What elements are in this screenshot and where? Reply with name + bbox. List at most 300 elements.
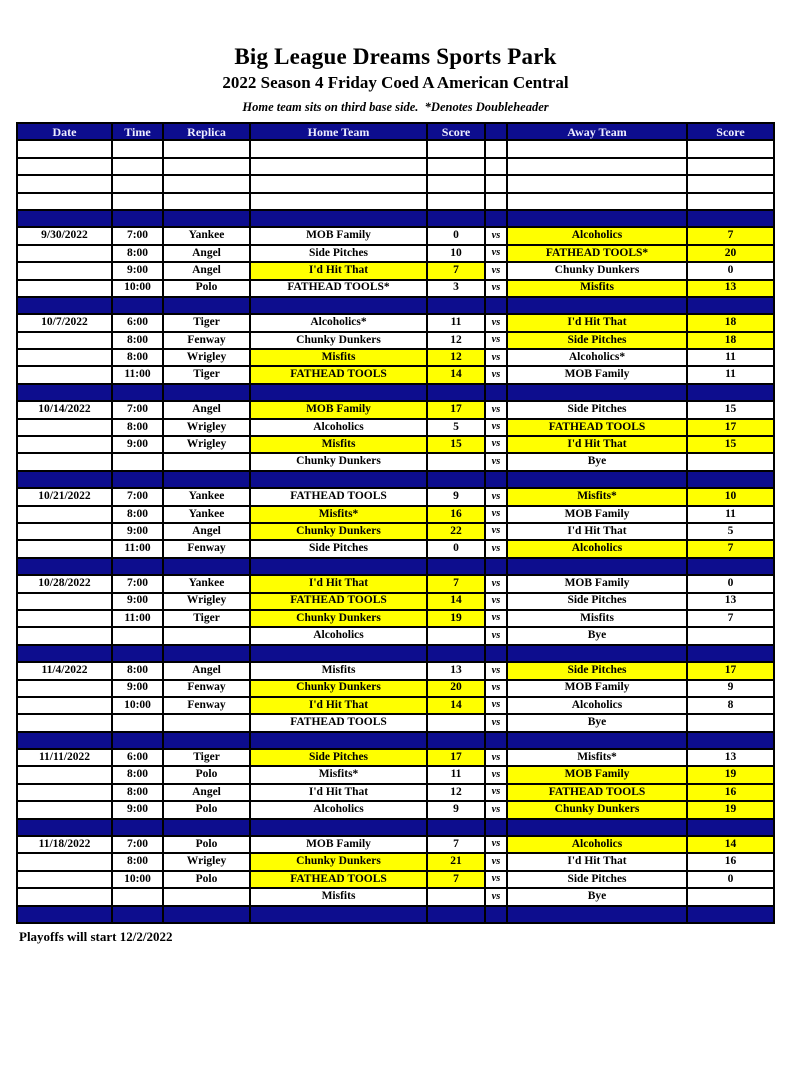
away-team-cell: Alcoholics	[507, 540, 687, 557]
col-header-away-score: Score	[687, 123, 774, 140]
home-team-cell: FATHEAD TOOLS*	[250, 280, 427, 297]
away-team-cell: Side Pitches	[507, 871, 687, 888]
separator-cell	[112, 645, 163, 662]
game-row	[17, 419, 774, 436]
separator-cell	[427, 384, 485, 401]
replica-cell: Angel	[163, 262, 250, 279]
separator-cell	[427, 645, 485, 662]
time-cell: 8:00	[112, 662, 163, 679]
away-team-cell: Chunky Dunkers	[507, 801, 687, 818]
time-cell: 9:00	[112, 523, 163, 540]
home-team-cell: I'd Hit That	[250, 262, 427, 279]
home-team-cell: Misfits*	[250, 506, 427, 523]
away-team-cell: I'd Hit That	[507, 523, 687, 540]
replica-cell: Yankee	[163, 227, 250, 244]
date-cell: 10/14/2022	[17, 401, 112, 418]
game-row	[17, 836, 774, 853]
home-team-cell: Misfits	[250, 349, 427, 366]
separator-cell	[163, 384, 250, 401]
vs-label: vs	[485, 853, 507, 870]
date-cell	[17, 332, 112, 349]
away-score-cell: 16	[687, 784, 774, 801]
separator-cell	[485, 906, 507, 923]
home-score-cell: 10	[427, 245, 485, 262]
separator-cell	[112, 210, 163, 227]
home-team-cell: Chunky Dunkers	[250, 523, 427, 540]
empty-cell	[250, 175, 427, 192]
game-row	[17, 540, 774, 557]
away-team-cell: MOB Family	[507, 366, 687, 383]
empty-cell	[427, 158, 485, 175]
time-cell: 8:00	[112, 766, 163, 783]
empty-cell	[163, 140, 250, 157]
home-score-cell: 3	[427, 280, 485, 297]
away-team-cell: I'd Hit That	[507, 853, 687, 870]
away-score-cell: 7	[687, 610, 774, 627]
game-row	[17, 627, 774, 644]
away-team-cell: Misfits*	[507, 749, 687, 766]
time-cell: 7:00	[112, 488, 163, 505]
replica-cell: Tiger	[163, 314, 250, 331]
away-score-cell: 0	[687, 262, 774, 279]
separator-row	[17, 297, 774, 314]
date-cell	[17, 349, 112, 366]
separator-cell	[163, 471, 250, 488]
home-team-cell: I'd Hit That	[250, 697, 427, 714]
home-score-cell: 12	[427, 784, 485, 801]
game-row	[17, 227, 774, 244]
time-cell: 8:00	[112, 853, 163, 870]
away-score-cell: 13	[687, 280, 774, 297]
away-score-cell	[687, 888, 774, 905]
game-row	[17, 262, 774, 279]
separator-row	[17, 819, 774, 836]
away-score-cell: 13	[687, 593, 774, 610]
replica-cell: Yankee	[163, 506, 250, 523]
home-score-cell: 16	[427, 506, 485, 523]
separator-cell	[485, 558, 507, 575]
separator-cell	[112, 297, 163, 314]
separator-cell	[507, 819, 687, 836]
separator-cell	[250, 297, 427, 314]
away-team-cell: FATHEAD TOOLS*	[507, 245, 687, 262]
game-row	[17, 349, 774, 366]
vs-label: vs	[485, 349, 507, 366]
empty-cell	[163, 193, 250, 210]
col-header-date: Date	[17, 123, 112, 140]
home-score-cell: 5	[427, 419, 485, 436]
replica-cell: Fenway	[163, 680, 250, 697]
separator-cell	[163, 906, 250, 923]
vs-label: vs	[485, 714, 507, 731]
home-team-cell: Chunky Dunkers	[250, 853, 427, 870]
time-cell: 7:00	[112, 575, 163, 592]
vs-label: vs	[485, 680, 507, 697]
col-header-replica: Replica	[163, 123, 250, 140]
home-score-cell: 22	[427, 523, 485, 540]
game-row	[17, 453, 774, 470]
separator-cell	[507, 384, 687, 401]
away-team-cell: MOB Family	[507, 506, 687, 523]
game-row	[17, 714, 774, 731]
away-score-cell: 15	[687, 401, 774, 418]
date-cell: 11/4/2022	[17, 662, 112, 679]
home-team-cell: FATHEAD TOOLS	[250, 488, 427, 505]
replica-cell: Fenway	[163, 697, 250, 714]
vs-label: vs	[485, 766, 507, 783]
separator-row	[17, 384, 774, 401]
away-score-cell: 7	[687, 227, 774, 244]
home-score-cell: 14	[427, 366, 485, 383]
time-cell: 6:00	[112, 749, 163, 766]
replica-cell: Angel	[163, 662, 250, 679]
away-score-cell: 10	[687, 488, 774, 505]
separator-cell	[485, 471, 507, 488]
empty-cell	[507, 158, 687, 175]
away-score-cell: 11	[687, 366, 774, 383]
replica-cell	[163, 888, 250, 905]
replica-cell: Fenway	[163, 332, 250, 349]
empty-cell	[250, 193, 427, 210]
replica-cell: Polo	[163, 836, 250, 853]
separator-row	[17, 558, 774, 575]
replica-cell: Wrigley	[163, 349, 250, 366]
home-team-cell: Chunky Dunkers	[250, 610, 427, 627]
home-score-cell: 0	[427, 227, 485, 244]
home-score-cell: 21	[427, 853, 485, 870]
separator-row	[17, 732, 774, 749]
separator-cell	[163, 732, 250, 749]
separator-cell	[507, 732, 687, 749]
empty-row	[17, 175, 774, 192]
vs-label: vs	[485, 436, 507, 453]
away-score-cell: 0	[687, 575, 774, 592]
game-row	[17, 488, 774, 505]
date-cell	[17, 714, 112, 731]
separator-cell	[250, 384, 427, 401]
time-cell: 10:00	[112, 280, 163, 297]
separator-cell	[507, 210, 687, 227]
empty-row	[17, 140, 774, 157]
home-team-cell: Side Pitches	[250, 749, 427, 766]
away-score-cell: 5	[687, 523, 774, 540]
game-row	[17, 801, 774, 818]
away-team-cell: Alcoholics	[507, 227, 687, 244]
home-team-cell: FATHEAD TOOLS	[250, 593, 427, 610]
empty-cell	[507, 175, 687, 192]
empty-cell	[427, 175, 485, 192]
date-cell	[17, 540, 112, 557]
home-score-cell: 20	[427, 680, 485, 697]
date-cell	[17, 680, 112, 697]
empty-cell	[112, 193, 163, 210]
away-score-cell: 19	[687, 766, 774, 783]
home-score-cell: 7	[427, 871, 485, 888]
separator-cell	[687, 384, 774, 401]
date-cell	[17, 436, 112, 453]
separator-cell	[112, 471, 163, 488]
away-team-cell: Bye	[507, 627, 687, 644]
playoffs-note: Playoffs will start 12/2/2022	[19, 928, 173, 944]
home-score-cell	[427, 888, 485, 905]
separator-cell	[485, 819, 507, 836]
date-cell	[17, 610, 112, 627]
separator-cell	[507, 471, 687, 488]
col-header-away-team: Away Team	[507, 123, 687, 140]
away-score-cell: 20	[687, 245, 774, 262]
home-score-cell	[427, 453, 485, 470]
home-score-cell: 7	[427, 836, 485, 853]
schedule-table	[16, 122, 775, 924]
separator-cell	[687, 819, 774, 836]
separator-cell	[250, 471, 427, 488]
replica-cell: Wrigley	[163, 419, 250, 436]
home-team-cell: Chunky Dunkers	[250, 453, 427, 470]
time-cell	[112, 888, 163, 905]
separator-cell	[112, 384, 163, 401]
replica-cell: Wrigley	[163, 436, 250, 453]
time-cell: 11:00	[112, 366, 163, 383]
empty-cell	[427, 140, 485, 157]
time-cell	[112, 453, 163, 470]
home-score-cell: 14	[427, 593, 485, 610]
home-team-cell: Misfits	[250, 436, 427, 453]
home-team-cell: Misfits	[250, 888, 427, 905]
away-team-cell: Alcoholics	[507, 697, 687, 714]
col-header-time: Time	[112, 123, 163, 140]
vs-label: vs	[485, 662, 507, 679]
date-cell	[17, 853, 112, 870]
separator-cell	[687, 297, 774, 314]
time-cell: 8:00	[112, 784, 163, 801]
away-score-cell	[687, 453, 774, 470]
date-cell	[17, 766, 112, 783]
replica-cell	[163, 627, 250, 644]
replica-cell: Wrigley	[163, 853, 250, 870]
vs-label: vs	[485, 332, 507, 349]
date-cell	[17, 506, 112, 523]
game-row	[17, 662, 774, 679]
separator-cell	[507, 906, 687, 923]
home-team-cell: I'd Hit That	[250, 575, 427, 592]
time-cell: 9:00	[112, 593, 163, 610]
separator-cell	[687, 558, 774, 575]
separator-cell	[427, 906, 485, 923]
game-row	[17, 610, 774, 627]
separator-cell	[250, 210, 427, 227]
separator-cell	[17, 297, 112, 314]
vs-label: vs	[485, 245, 507, 262]
separator-cell	[485, 210, 507, 227]
vs-label: vs	[485, 610, 507, 627]
time-cell: 9:00	[112, 262, 163, 279]
vs-label: vs	[485, 227, 507, 244]
time-cell: 8:00	[112, 245, 163, 262]
vs-label: vs	[485, 453, 507, 470]
vs-label: vs	[485, 575, 507, 592]
game-row	[17, 575, 774, 592]
home-score-cell: 9	[427, 801, 485, 818]
separator-cell	[250, 558, 427, 575]
empty-cell	[507, 193, 687, 210]
time-cell	[112, 627, 163, 644]
date-cell	[17, 366, 112, 383]
separator-row	[17, 906, 774, 923]
away-team-cell: Side Pitches	[507, 401, 687, 418]
separator-cell	[687, 732, 774, 749]
away-team-cell: MOB Family	[507, 766, 687, 783]
home-team-cell: FATHEAD TOOLS	[250, 366, 427, 383]
game-row	[17, 697, 774, 714]
separator-cell	[17, 645, 112, 662]
date-cell	[17, 262, 112, 279]
away-team-cell: FATHEAD TOOLS	[507, 419, 687, 436]
away-team-cell: Bye	[507, 453, 687, 470]
home-team-cell: Alcoholics*	[250, 314, 427, 331]
empty-cell	[507, 140, 687, 157]
empty-cell	[687, 193, 774, 210]
separator-cell	[163, 645, 250, 662]
empty-row	[17, 193, 774, 210]
home-team-cell: FATHEAD TOOLS	[250, 871, 427, 888]
empty-cell	[485, 175, 507, 192]
date-cell	[17, 419, 112, 436]
empty-cell	[163, 175, 250, 192]
time-cell: 8:00	[112, 419, 163, 436]
date-cell	[17, 697, 112, 714]
time-cell: 9:00	[112, 680, 163, 697]
home-team-cell: Side Pitches	[250, 540, 427, 557]
away-team-cell: Side Pitches	[507, 662, 687, 679]
game-row	[17, 680, 774, 697]
separator-cell	[507, 645, 687, 662]
separator-cell	[17, 210, 112, 227]
replica-cell: Angel	[163, 784, 250, 801]
separator-cell	[17, 819, 112, 836]
vs-label: vs	[485, 523, 507, 540]
home-team-cell: MOB Family	[250, 836, 427, 853]
separator-cell	[17, 558, 112, 575]
game-row	[17, 366, 774, 383]
game-row	[17, 523, 774, 540]
game-row	[17, 314, 774, 331]
separator-cell	[250, 819, 427, 836]
page-title: Big League Dreams Sports Park	[234, 44, 557, 69]
home-score-cell: 19	[427, 610, 485, 627]
away-team-cell: FATHEAD TOOLS	[507, 784, 687, 801]
replica-cell	[163, 714, 250, 731]
separator-cell	[163, 297, 250, 314]
home-score-cell: 12	[427, 349, 485, 366]
away-score-cell	[687, 714, 774, 731]
separator-row	[17, 471, 774, 488]
home-team-cell: Misfits	[250, 662, 427, 679]
empty-cell	[17, 175, 112, 192]
date-cell: 9/30/2022	[17, 227, 112, 244]
vs-label: vs	[485, 488, 507, 505]
separator-cell	[250, 645, 427, 662]
vs-label: vs	[485, 888, 507, 905]
away-score-cell: 14	[687, 836, 774, 853]
separator-row	[17, 210, 774, 227]
game-row	[17, 280, 774, 297]
away-score-cell: 16	[687, 853, 774, 870]
replica-cell: Polo	[163, 766, 250, 783]
empty-cell	[163, 158, 250, 175]
vs-label: vs	[485, 593, 507, 610]
time-cell: 8:00	[112, 349, 163, 366]
home-score-cell: 14	[427, 697, 485, 714]
away-score-cell: 8	[687, 697, 774, 714]
date-cell: 11/11/2022	[17, 749, 112, 766]
time-cell: 7:00	[112, 401, 163, 418]
empty-cell	[485, 140, 507, 157]
vs-label: vs	[485, 697, 507, 714]
col-header-home-team: Home Team	[250, 123, 427, 140]
separator-cell	[687, 471, 774, 488]
schedule-table-body	[17, 140, 774, 923]
away-team-cell: Chunky Dunkers	[507, 262, 687, 279]
home-score-cell: 0	[427, 540, 485, 557]
away-team-cell: I'd Hit That	[507, 314, 687, 331]
game-row	[17, 888, 774, 905]
replica-cell: Polo	[163, 871, 250, 888]
away-score-cell: 17	[687, 419, 774, 436]
away-score-cell: 18	[687, 332, 774, 349]
header-row	[17, 123, 774, 140]
date-cell: 10/21/2022	[17, 488, 112, 505]
game-row	[17, 749, 774, 766]
home-team-cell: Alcoholics	[250, 627, 427, 644]
away-score-cell: 7	[687, 540, 774, 557]
vs-label: vs	[485, 419, 507, 436]
separator-cell	[427, 819, 485, 836]
replica-cell: Tiger	[163, 749, 250, 766]
separator-cell	[485, 645, 507, 662]
separator-cell	[687, 645, 774, 662]
replica-cell: Wrigley	[163, 593, 250, 610]
home-score-cell: 15	[427, 436, 485, 453]
away-team-cell: Bye	[507, 714, 687, 731]
game-row	[17, 871, 774, 888]
time-cell: 8:00	[112, 332, 163, 349]
away-score-cell: 11	[687, 506, 774, 523]
separator-cell	[17, 384, 112, 401]
empty-cell	[687, 175, 774, 192]
away-team-cell: MOB Family	[507, 680, 687, 697]
separator-cell	[427, 210, 485, 227]
vs-label: vs	[485, 836, 507, 853]
away-score-cell: 17	[687, 662, 774, 679]
replica-cell	[163, 453, 250, 470]
time-cell: 7:00	[112, 836, 163, 853]
replica-cell: Fenway	[163, 540, 250, 557]
time-cell: 10:00	[112, 871, 163, 888]
separator-cell	[112, 732, 163, 749]
away-team-cell: I'd Hit That	[507, 436, 687, 453]
date-cell	[17, 245, 112, 262]
empty-cell	[17, 193, 112, 210]
vs-label: vs	[485, 540, 507, 557]
game-row	[17, 401, 774, 418]
vs-label: vs	[485, 262, 507, 279]
separator-row	[17, 645, 774, 662]
time-cell: 9:00	[112, 801, 163, 818]
separator-cell	[687, 210, 774, 227]
home-score-cell: 11	[427, 314, 485, 331]
empty-cell	[112, 175, 163, 192]
separator-cell	[485, 297, 507, 314]
